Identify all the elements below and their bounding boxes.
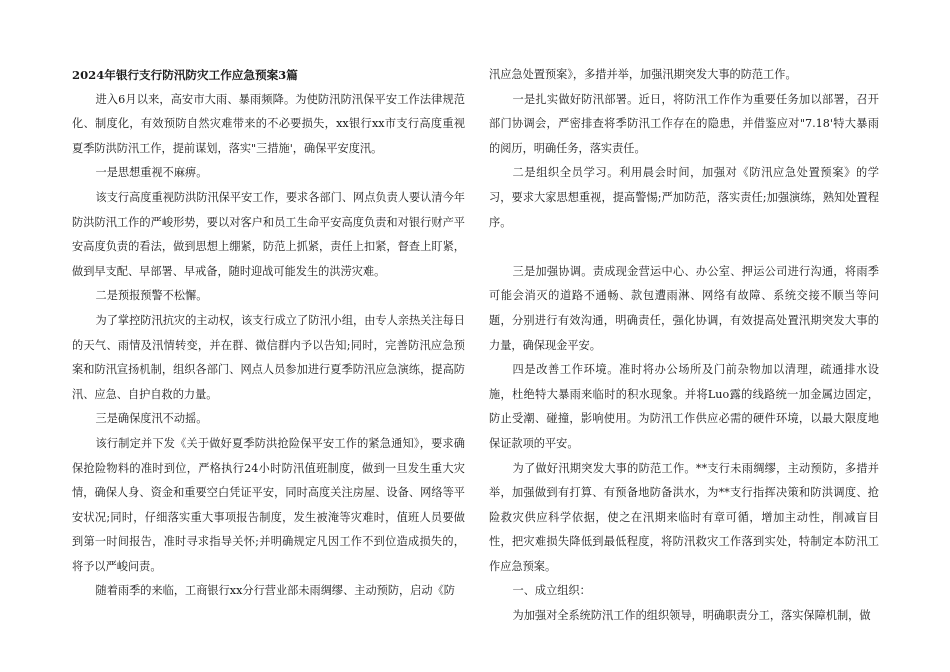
paragraph: 进入6月以来，高安市大雨、暴雨频降。为使防汛防汛保平安工作法律规范化、制度化，有效预防自然灾难带来的不必要损失，xx银行xx市支行高度重视夏季防洪防汛工作，提前谋划，落实"三措施'，确保平安度汛。 bbox=[72, 92, 465, 155]
section-heading: 一是思想重视不麻痹。 bbox=[95, 166, 208, 180]
document-title: 2024年银行支行防汛防灾工作应急预案3篇 bbox=[72, 68, 298, 82]
section-heading: 一、成立组织： bbox=[512, 584, 591, 598]
paragraph: 三是加强协调。责成现金营运中心、办公室、押运公司进行沟通，将雨季可能会消灭的道路不通畅、款包遭雨淋、网络有故障、系统交接不顺当等问题，分别进行有效沟通，明确责任，强化协调，有效提高处置汛期突发大事的力量，确保现金平安。 bbox=[489, 264, 879, 352]
paragraph: 为了掌控防汛抗灾的主动权，该支行成立了防汛小组，由专人亲热关注每日的天气、雨情及汛情转变，并在群、微信群内予以告知;同时，完善防汛应急预案和防汛宣扬机制，组织各部门、网点人员参加进行夏季防汛应急演练，提高防汛、应急、自护自救的力量。 bbox=[72, 313, 465, 401]
paragraph: 该支行高度重视防洪防汛保平安工作，要求各部门、网点负责人要认清今年防洪防汛工作的严峻形势，要以对客户和员工生命平安高度负责和对银行财产平安高度负责的看法，做到思想上绷紧，防范上抓紧，责任上扣紧，督查上盯紧，做到早支配、早部署、早戒备，随时迎战可能发生的洪涝灾难。 bbox=[72, 190, 465, 278]
paragraph-spacer bbox=[489, 235, 879, 260]
paragraph: 四是改善工作环境。准时将办公场所及门前杂物加以清理，疏通排水设施，杜绝特大暴雨来临时的积水现象。并将Luo露的线路统一加金属边固定，防止受潮、碰撞，影响使用。为防汛工作供应必需的硬件环境，以最大限度地保证款项的平安。 bbox=[489, 363, 879, 450]
paragraph: 汛应急处置预案》，多措并举，加强汛期突发大事的防范工作。 bbox=[489, 68, 797, 81]
left-column bbox=[72, 63, 465, 604]
paragraph: 一是扎实做好防汛部署。近日，将防汛工作作为重要任务加以部署，召开部门协调会，严密排查将季防汛工作存在的隐患，并借鉴应对"7.18'特大暴雨的阅历，明确任务，落实责任。 bbox=[489, 92, 879, 155]
paragraph: 为了做好汛期突发大事的防范工作。**支行未雨绸缪，主动预防，多措并举，加强做到有打算、有预备地防备洪水，为**支行指挥决策和防洪调度、抢险救灾供应科学依据，使之在汛期来临时有章可循，增加主动性，削减盲目性，把灾难损失降低到最低程度，将防汛救灾工作落到实处，特制定本防汛工作应急预案。 bbox=[489, 461, 879, 573]
right-column bbox=[489, 63, 879, 629]
section-heading: 二是预报预警不松懈。 bbox=[95, 289, 208, 303]
section-heading: 三是确保度汛不动摇。 bbox=[95, 412, 208, 426]
paragraph: 二是组织全员学习。利用晨会时间，加强对《防汛应急处置预案》的学习，要求大家思想重视，提高警惕;严加防范，落实责任;加强演练，熟知处置程序。 bbox=[489, 166, 879, 229]
paragraph: 随着雨季的来临，工商银行xx分行营业部未雨绸缪、主动预防，启动《防 bbox=[95, 584, 455, 598]
paragraph: 为加强对全系统防汛工作的组织领导，明确职责分工，落实保障机制，做 bbox=[512, 609, 871, 623]
paragraph: 该行制定并下发《关于做好夏季防洪抢险保平安工作的紧急通知》，要求确保抢险物料的准时到位，严格执行24小时防汛值班制度，做到一旦发生重大灾情，确保人身、资金和重要空白凭证平安，同时高度关注房屋、设备、网络等平安状况;同时，仔细落实重大事项报告制度，发生被淹等灾难时，值班人员要做到第一时间报告，准时寻求指导关怀;并明确规定凡因工作不到位造成损失的，将予以严峻问责。 bbox=[72, 436, 465, 573]
